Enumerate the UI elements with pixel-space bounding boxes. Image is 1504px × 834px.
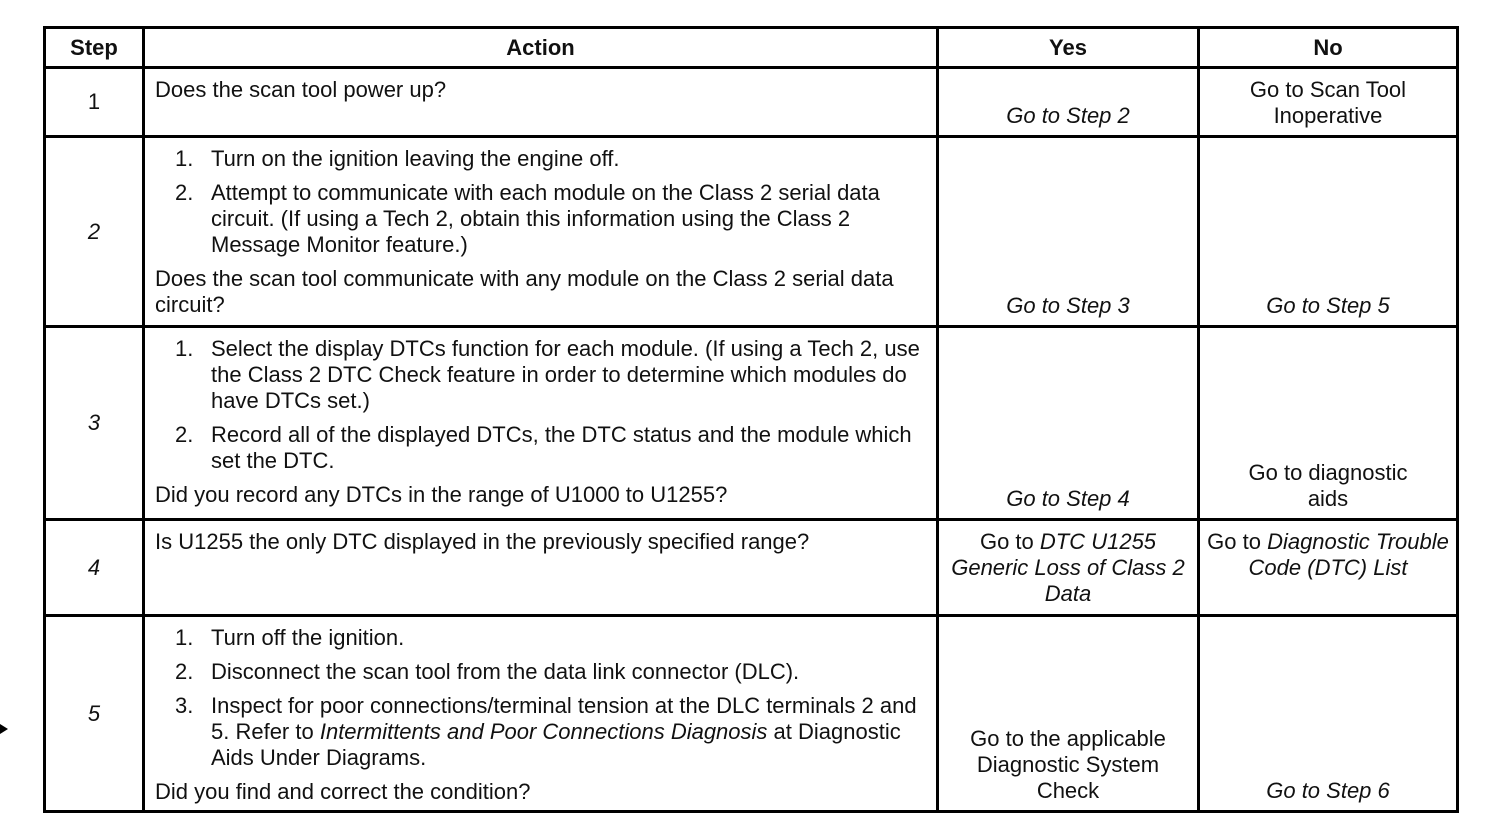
no-reference: Diagnostic Trouble Code (DTC) List xyxy=(1248,529,1449,580)
no-cell xyxy=(1199,520,1458,616)
margin-arrow-mark xyxy=(0,724,8,734)
action-question: Did you find and correct the condition? xyxy=(155,779,531,804)
header-no: No xyxy=(1199,28,1458,68)
yes-prefix: Go to xyxy=(979,529,1034,554)
action-step-text-post: at Diagnostic Aids Under Diagrams. xyxy=(211,719,901,770)
action-cell xyxy=(144,616,938,812)
table-row xyxy=(45,68,1458,137)
action-step-number: 2. xyxy=(175,180,194,205)
action-step-item xyxy=(155,146,922,172)
step-number: 1 xyxy=(45,68,144,137)
action-step-number: 1. xyxy=(175,336,194,361)
header-yes: Yes xyxy=(938,28,1199,68)
action-question: Did you record any DTCs in the range of U1000 to U1255? xyxy=(155,482,728,507)
header-row xyxy=(45,28,1458,68)
yes-cell: Go to Step 3 xyxy=(938,137,1199,327)
action-step-text-pre: Inspect for poor connections/terminal tension at the DLC terminals 2 and 5. Refer to xyxy=(211,693,917,744)
no-cell: Go to Step 6 xyxy=(1199,616,1458,812)
action-step-number: 2. xyxy=(175,659,194,684)
yes-reference: DTC U1255 Generic Loss of Class 2 Data xyxy=(951,529,1185,606)
action-step-text: Select the display DTCs function for each module. (If using a Tech 2, use the Class 2 DTC Check feature in order to determine which modules do have DTCs set.) xyxy=(211,336,920,413)
action-question: Is U1255 the only DTC displayed in the previously specified range? xyxy=(155,529,810,554)
action-step-item xyxy=(155,180,922,258)
no-cell xyxy=(1199,327,1458,520)
table-row xyxy=(45,520,1458,616)
table-row xyxy=(45,616,1458,812)
action-step-item xyxy=(155,659,922,685)
header-action: Action xyxy=(144,28,938,68)
diagnostic-table xyxy=(43,26,1459,813)
action-step-text: Turn off the ignition. xyxy=(211,625,405,650)
action-step-reference: Intermittents and Poor Connections Diagnosis xyxy=(319,719,768,744)
action-cell xyxy=(144,327,938,520)
yes-cell: Go to Step 4 xyxy=(938,327,1199,520)
header-step: Step xyxy=(45,28,144,68)
action-question: Does the scan tool communicate with any module on the Class 2 serial data circuit? xyxy=(155,266,894,317)
yes-cell xyxy=(938,520,1199,616)
no-cell: Go to Step 5 xyxy=(1199,137,1458,327)
table-row xyxy=(45,137,1458,327)
action-cell xyxy=(144,68,938,137)
action-steps xyxy=(155,146,922,258)
table-row xyxy=(45,327,1458,520)
action-step-text: Disconnect the scan tool from the data link connector (DLC). xyxy=(211,659,800,684)
action-step-item xyxy=(155,336,922,414)
step-number: 5 xyxy=(45,616,144,812)
diagnostic-table-container xyxy=(43,26,1456,813)
step-number: 2 xyxy=(45,137,144,327)
action-step-text: Record all of the displayed DTCs, the DTC status and the module which set the DTC. xyxy=(211,422,912,473)
yes-cell-text: Go to the applicable Diagnostic System Check xyxy=(970,726,1166,803)
no-cell: Go to Scan Tool Inoperative xyxy=(1199,68,1458,137)
action-step-text: Turn on the ignition leaving the engine off. xyxy=(211,146,620,171)
action-step-number: 2. xyxy=(175,422,194,447)
action-step-number: 3. xyxy=(175,693,194,718)
step-number: 3 xyxy=(45,327,144,520)
no-prefix: Go to xyxy=(1207,529,1261,554)
action-step-text: Attempt to communicate with each module on the Class 2 serial data circuit. (If using a Tech 2, obtain this information using the Class 2 Message Monitor feature.) xyxy=(211,180,880,257)
yes-cell: Go to Step 2 xyxy=(938,68,1199,137)
step-number: 4 xyxy=(45,520,144,616)
action-step-item xyxy=(155,693,922,771)
no-cell-text: Go to diagnostic aids xyxy=(1248,460,1408,511)
action-cell xyxy=(144,520,938,616)
yes-cell xyxy=(938,616,1199,812)
action-steps xyxy=(155,625,922,771)
action-step-number: 1. xyxy=(175,625,194,650)
action-cell xyxy=(144,137,938,327)
action-question: Does the scan tool power up? xyxy=(155,77,447,102)
action-step-item xyxy=(155,422,922,474)
action-steps xyxy=(155,336,922,474)
action-step-item xyxy=(155,625,922,651)
action-step-number: 1. xyxy=(175,146,194,171)
